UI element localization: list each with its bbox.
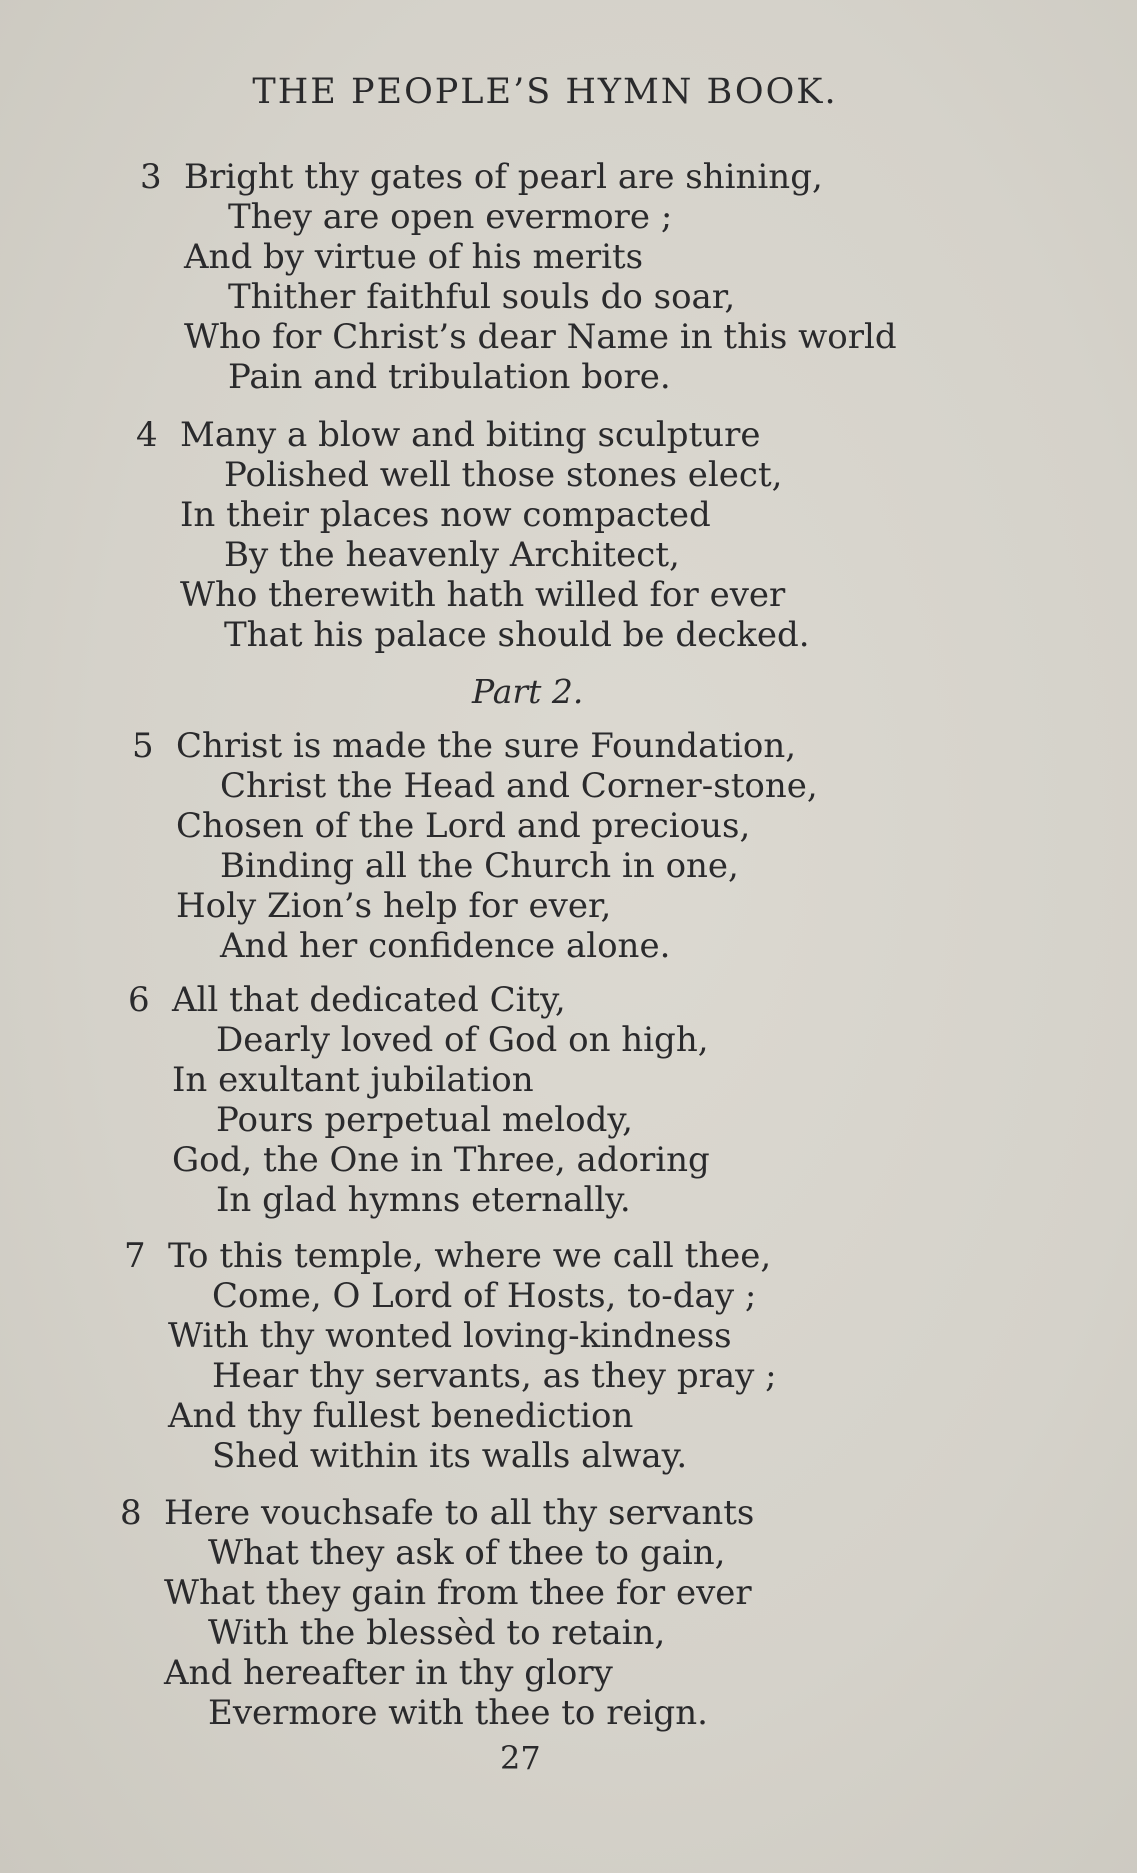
verse-line: Come, O Lord of Hosts, to-day ;	[212, 1276, 757, 1316]
verse-number: 3	[140, 157, 162, 197]
verse-line: With the blessèd to retain,	[208, 1613, 666, 1653]
verse-line: Shed within its walls alway.	[212, 1436, 688, 1476]
verse-number: 8	[120, 1493, 142, 1533]
verse-line: Dearly loved of God on high,	[216, 1020, 709, 1060]
verse-line: Thither faithful souls do soar,	[228, 277, 736, 317]
verse-line: Here vouchsafe to all thy servants	[164, 1493, 755, 1533]
verse-line: To this temple, where we call thee,	[168, 1236, 772, 1276]
verse-line: What they ask of thee to gain,	[208, 1533, 726, 1573]
verse-7	[124, 1236, 984, 1476]
verse-line: All that dedicated City,	[172, 980, 566, 1020]
part-heading: Part 2.	[472, 672, 584, 711]
verse-number: 5	[132, 726, 154, 766]
verse-line: That his palace should be decked.	[224, 615, 810, 655]
verse-line: In glad hymns eternally.	[216, 1180, 631, 1220]
verse-8	[120, 1493, 980, 1733]
verse-line: God, the One in Three, adoring	[172, 1140, 710, 1180]
verse-line: In their places now compacted	[180, 495, 711, 535]
running-header: THE PEOPLE’S HYMN BOOK.	[252, 72, 838, 112]
verse-number: 4	[136, 415, 158, 455]
verse-line: Many a blow and biting sculpture	[180, 415, 761, 455]
verse-line: Hear thy servants, as they pray ;	[212, 1356, 777, 1396]
verse-number: 7	[124, 1236, 146, 1276]
verse-line: Chosen of the Lord and precious,	[176, 806, 751, 846]
verse-line: Polished well those stones elect,	[224, 455, 783, 495]
verse-line: Who for Christ’s dear Name in this world	[184, 317, 897, 357]
verse-line: Who therewith hath willed for ever	[180, 575, 786, 615]
verse-line: And by virtue of his merits	[184, 237, 644, 277]
verse-line: They are open evermore ;	[228, 197, 673, 237]
verse-5	[132, 726, 992, 966]
verse-line: And her confidence alone.	[220, 926, 671, 966]
verse-line: Binding all the Church in one,	[220, 846, 739, 886]
verse-3	[140, 157, 1000, 397]
page-number: 27	[500, 1739, 541, 1777]
verse-line: Holy Zion’s help for ever,	[176, 886, 612, 926]
verse-number: 6	[128, 980, 150, 1020]
verse-line: Pours perpetual melody,	[216, 1100, 633, 1140]
verse-line: Pain and tribulation bore.	[228, 357, 671, 397]
verse-6	[128, 980, 988, 1220]
verse-line: With thy wonted loving-kindness	[168, 1316, 732, 1356]
verse-line: What they gain from thee for ever	[164, 1573, 752, 1613]
verse-line: Christ is made the sure Foundation,	[176, 726, 797, 766]
verse-line: Evermore with thee to reign.	[208, 1693, 708, 1733]
verse-line: By the heavenly Architect,	[224, 535, 680, 575]
verse-line: And thy fullest benediction	[168, 1396, 634, 1436]
verse-line: In exultant jubilation	[172, 1060, 534, 1100]
verse-line: Christ the Head and Corner-stone,	[220, 766, 818, 806]
verse-line: Bright thy gates of pearl are shining,	[184, 157, 823, 197]
verse-4	[136, 415, 996, 655]
verse-line: And hereafter in thy glory	[164, 1653, 613, 1693]
